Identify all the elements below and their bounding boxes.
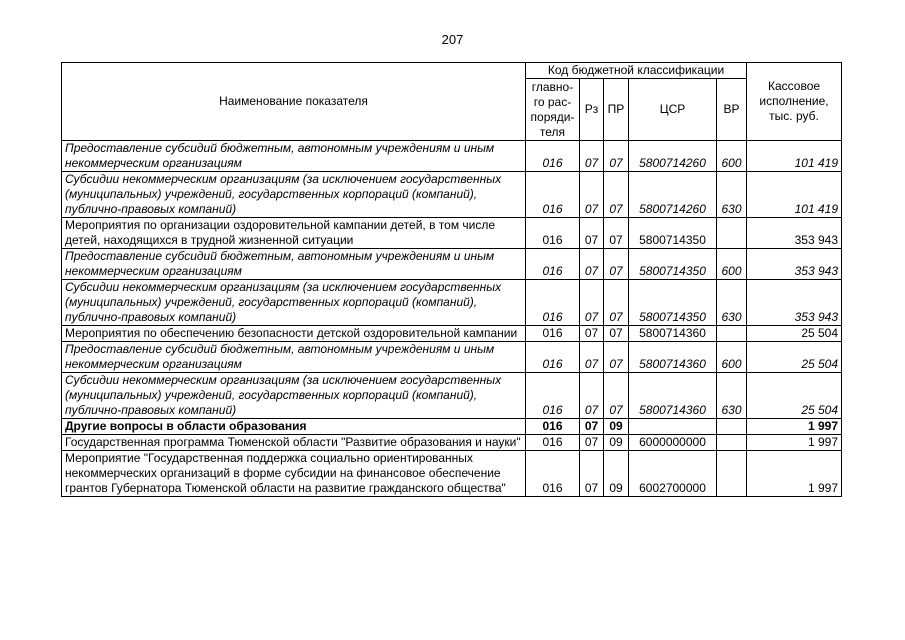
cell-amount: 25 504 bbox=[747, 342, 842, 373]
table-row bbox=[62, 451, 842, 497]
cell-amount: 353 943 bbox=[747, 249, 842, 280]
cell-gr: 016 bbox=[526, 280, 580, 326]
cell-amount: 101 419 bbox=[747, 172, 842, 218]
budget-table bbox=[61, 62, 842, 497]
cell-pr: 07 bbox=[604, 141, 629, 172]
cell-pr: 09 bbox=[604, 451, 629, 497]
table-row bbox=[62, 326, 842, 342]
cell-gr: 016 bbox=[526, 172, 580, 218]
cell-pr: 07 bbox=[604, 172, 629, 218]
cell-rz: 07 bbox=[580, 419, 604, 435]
cell-vr: 630 bbox=[717, 172, 747, 218]
cell-name: Мероприятия по обеспечению безопасности детской оздоровительной кампании bbox=[62, 326, 526, 342]
cell-csr: 5800714260 bbox=[629, 172, 717, 218]
cell-vr bbox=[717, 451, 747, 497]
cell-pr: 07 bbox=[604, 326, 629, 342]
header-vr: ВР bbox=[717, 79, 747, 141]
header-csr: ЦСР bbox=[629, 79, 717, 141]
cell-vr bbox=[717, 435, 747, 451]
cell-gr: 016 bbox=[526, 141, 580, 172]
cell-csr: 5800714260 bbox=[629, 141, 717, 172]
cell-amount: 1 997 bbox=[747, 419, 842, 435]
cell-pr: 07 bbox=[604, 342, 629, 373]
cell-vr: 630 bbox=[717, 373, 747, 419]
cell-rz: 07 bbox=[580, 435, 604, 451]
header-code-group: Код бюджетной классификации bbox=[526, 63, 747, 79]
cell-pr: 07 bbox=[604, 280, 629, 326]
cell-vr: 600 bbox=[717, 342, 747, 373]
header-pr: ПР bbox=[604, 79, 629, 141]
cell-vr: 630 bbox=[717, 280, 747, 326]
cell-rz: 07 bbox=[580, 218, 604, 249]
cell-pr: 09 bbox=[604, 419, 629, 435]
cell-amount: 1 997 bbox=[747, 451, 842, 497]
cell-rz: 07 bbox=[580, 451, 604, 497]
cell-name: Мероприятие "Государственная поддержка социально ориентированных некоммерческих организаций в форме субсидии на финансовое обеспечение грантов Губернатора Тюменской области на развитие гражданского общества" bbox=[62, 451, 526, 497]
header-rz: Рз bbox=[580, 79, 604, 141]
cell-amount: 353 943 bbox=[747, 218, 842, 249]
cell-vr bbox=[717, 218, 747, 249]
cell-rz: 07 bbox=[580, 141, 604, 172]
cell-amount: 25 504 bbox=[747, 326, 842, 342]
cell-gr: 016 bbox=[526, 218, 580, 249]
table-row bbox=[62, 172, 842, 218]
cell-amount: 1 997 bbox=[747, 435, 842, 451]
cell-csr: 6000000000 bbox=[629, 435, 717, 451]
cell-rz: 07 bbox=[580, 172, 604, 218]
cell-rz: 07 bbox=[580, 326, 604, 342]
cell-name: Предоставление субсидий бюджетным, автономным учреждениям и иным некоммерческим организациям bbox=[62, 249, 526, 280]
cell-pr: 09 bbox=[604, 435, 629, 451]
cell-rz: 07 bbox=[580, 280, 604, 326]
cell-name: Субсидии некоммерческим организациям (за исключением государственных (муниципальных) учреждений, государственных корпораций (компаний), публично-правовых компаний) bbox=[62, 172, 526, 218]
cell-gr: 016 bbox=[526, 419, 580, 435]
cell-csr: 5800714350 bbox=[629, 249, 717, 280]
cell-gr: 016 bbox=[526, 342, 580, 373]
cell-name: Субсидии некоммерческим организациям (за исключением государственных (муниципальных) учреждений, государственных корпораций (компаний), публично-правовых компаний) bbox=[62, 373, 526, 419]
cell-name: Предоставление субсидий бюджетным, автономным учреждениям и иным некоммерческим организациям bbox=[62, 342, 526, 373]
cell-amount: 101 419 bbox=[747, 141, 842, 172]
cell-gr: 016 bbox=[526, 435, 580, 451]
table-body bbox=[62, 141, 842, 497]
cell-vr: 600 bbox=[717, 249, 747, 280]
table-row bbox=[62, 419, 842, 435]
cell-csr: 5800714360 bbox=[629, 373, 717, 419]
cell-csr: 5800714350 bbox=[629, 280, 717, 326]
cell-vr: 600 bbox=[717, 141, 747, 172]
table-row bbox=[62, 373, 842, 419]
cell-csr bbox=[629, 419, 717, 435]
cell-amount: 353 943 bbox=[747, 280, 842, 326]
cell-name: Мероприятия по организации оздоровительной кампании детей, в том числе детей, находящихся в трудной жизненной ситуации bbox=[62, 218, 526, 249]
cell-amount: 25 504 bbox=[747, 373, 842, 419]
header-gr: главно-го рас-поряди-теля bbox=[526, 79, 580, 141]
table-row bbox=[62, 435, 842, 451]
cell-gr: 016 bbox=[526, 373, 580, 419]
cell-rz: 07 bbox=[580, 373, 604, 419]
cell-gr: 016 bbox=[526, 451, 580, 497]
cell-csr: 5800714360 bbox=[629, 326, 717, 342]
cell-rz: 07 bbox=[580, 342, 604, 373]
cell-gr: 016 bbox=[526, 249, 580, 280]
page-number: 207 bbox=[441, 32, 464, 47]
cell-name: Субсидии некоммерческим организациям (за исключением государственных (муниципальных) учреждений, государственных корпораций (компаний), публично-правовых компаний) bbox=[62, 280, 526, 326]
table-row bbox=[62, 141, 842, 172]
table-row bbox=[62, 280, 842, 326]
cell-csr: 5800714360 bbox=[629, 342, 717, 373]
cell-name: Государственная программа Тюменской области "Развитие образования и науки" bbox=[62, 435, 526, 451]
cell-csr: 5800714350 bbox=[629, 218, 717, 249]
cell-name: Другие вопросы в области образования bbox=[62, 419, 526, 435]
cell-csr: 6002700000 bbox=[629, 451, 717, 497]
table-row bbox=[62, 342, 842, 373]
table-row bbox=[62, 249, 842, 280]
cell-gr: 016 bbox=[526, 326, 580, 342]
cell-pr: 07 bbox=[604, 249, 629, 280]
header-amount: Кассовое исполнение, тыс. руб. bbox=[747, 63, 842, 141]
header-name: Наименование показателя bbox=[62, 63, 526, 141]
cell-name: Предоставление субсидий бюджетным, автономным учреждениям и иным некоммерческим организациям bbox=[62, 141, 526, 172]
cell-rz: 07 bbox=[580, 249, 604, 280]
cell-vr bbox=[717, 326, 747, 342]
table-row bbox=[62, 218, 842, 249]
cell-pr: 07 bbox=[604, 218, 629, 249]
cell-vr bbox=[717, 419, 747, 435]
cell-pr: 07 bbox=[604, 373, 629, 419]
